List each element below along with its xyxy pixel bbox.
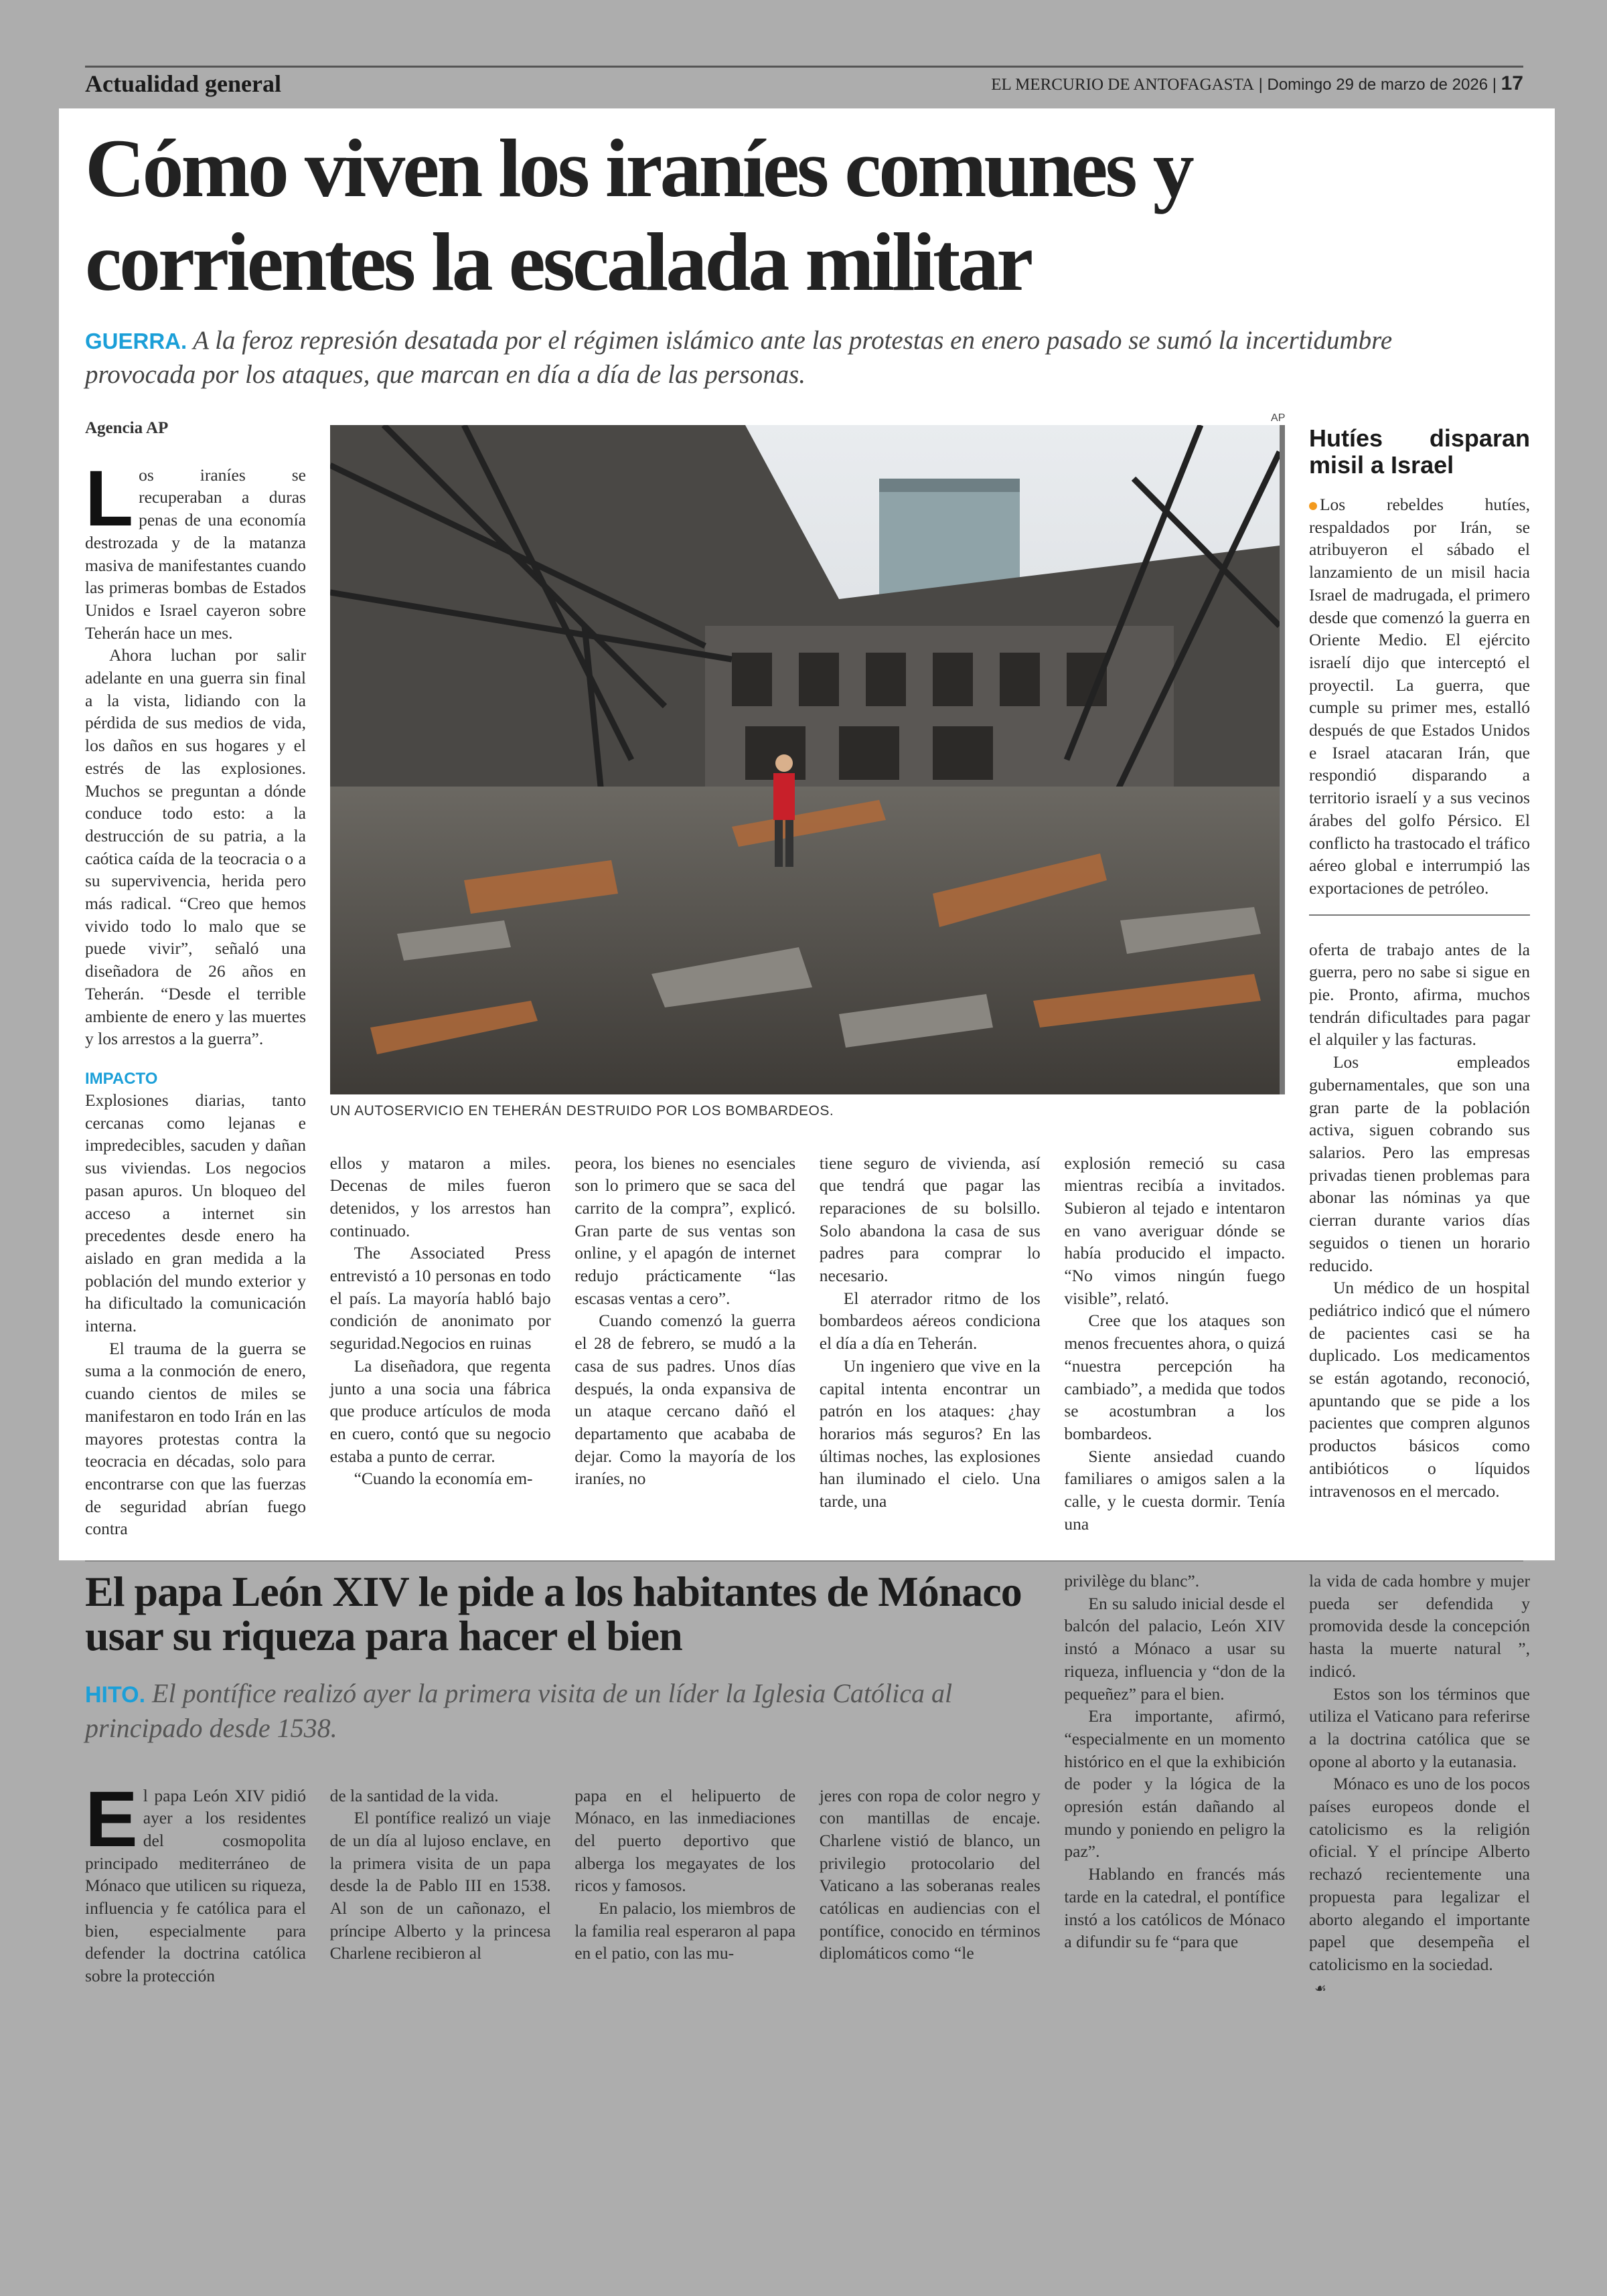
second-column-2: [330, 1758, 551, 2000]
paragraph-group: [1064, 1152, 1285, 1536]
body-paragraph: El trauma de la guerra se suma a la conmoción de enero, cuando cientos de miles se manifestaron en todo Irán en las mayores protestas contra la teocracia en décadas, solo para encontrarse con que las fuerzas de seguridad abrían fuego contra: [85, 1338, 306, 1539]
sidebar-body: Los rebeldes hutíes, respaldados por Irán, se atribuyeron el sábado el lanzamiento de un misil hacia Israel de madrugada, el primero desde que comenzó la guerra en Oriente Medio. El ejército israelí dijo que interceptó el proyectil. La guerra, que cumple su primer mes, estalló después de que Estados Unidos e Israel atacaran Irán, que respondió disparando a territorio israelí y a sus vecinos árabes del golfo Pérsico. El conflicto ha trastocado el tráfico aéreo global e interrumpió las exportaciones de petróleo.: [1308, 495, 1530, 898]
issue-date: Domingo 29 de marzo de 2026: [1267, 76, 1488, 94]
body-paragraph: Hablando en francés más tarde en la catedral, el pontífice instó a los católicos de Mónaco a difundir su fe “para que: [1064, 1864, 1286, 1952]
body-paragraph: En su saludo inicial desde el balcón del palacio, León XIV instó a Mónaco a usar su riqueza, influencia y “don de la pequeñez” para el bien.: [1064, 1593, 1286, 1704]
body-paragraph: The Associated Press entrevistó a 10 personas en todo el país. La mayoría habló bajo condición de anonimato por seguridad.Negocios en ruinas: [329, 1243, 551, 1354]
second-headline: El papa León XIV le pide a los habitantes de Mónaco usar su riqueza para hacer el bien: [85, 1568, 1022, 1660]
body-paragraph: El pontífice realizó un viaje de un día al lujoso enclave, en la primera visita de un papa desde la de Pablo III en 1538. Al son de un cañonazo, el príncipe Alberto y la princesa Charlene recibieron al: [329, 1808, 551, 1963]
paragraph-group: [85, 1089, 306, 1540]
main-column-3: [575, 1152, 795, 1541]
paragraph-group: [820, 1152, 1041, 1513]
body-paragraph: jeres con ropa de color negro y con mantillas de encaje. Charlene vistió de blanco, un privilegio protocolario del Vaticano a las soberanas reales católicas en audiencias con el pontífice, conocido en términos diplomáticos como “le: [819, 1785, 1041, 1963]
main-column-4: [820, 1152, 1041, 1541]
section-label: Actualidad general: [85, 70, 281, 97]
main-deck-text: A la feroz represión desatada por el régimen islámico ante las protestas en enero pasado se sumó la incertidumbre provocada por los ataques, que marcan en día a día de las personas.: [85, 326, 1393, 389]
body-paragraph: El aterrador ritmo de los bombardeos aéreos condiciona el día a día en Teherán.: [819, 1288, 1041, 1354]
paragraph-group: [330, 1785, 551, 1965]
paragraph-group: [820, 1785, 1041, 1965]
body-paragraph: Cuando comenzó la guerra el 28 de febrero, se mudó a la casa de sus padres. Unos días después, la onda expansiva de un ataque cercano dañó el departamento que acababa de dejar. Como la mayoría de los iraníes, no: [575, 1311, 796, 1489]
second-column-4: [820, 1758, 1041, 2000]
col1-top: [85, 454, 306, 1050]
body-paragraph: peora, los bienes no esenciales son lo primero que se saca del carrito de la compra”, explicó. Gran parte de sus ventas son online, y el apagón de internet redujo prácticamente “las escasas ventas a cero”.: [575, 1153, 796, 1308]
body-paragraph: Ahora luchan por salir adelante en una guerra sin final a la vista, lidiando con la pérdida de sus medios de vida, los daños en sus hogares y el estrés de las explosiones. Muchos se preguntan a dónde conduce todo esto: a la destrucción de su patria, a la caótica caída de la teocracia o a su supervivencia, herida pero más radical. “Creo que hemos vivido todo lo malo que se puede vivir”, señaló una diseñadora de 26 años en Teherán. “Desde el terrible ambiente de enero y las muertes y los arrestos a la guerra”.: [85, 645, 306, 1049]
paragraph-group: [1309, 938, 1530, 1503]
sidebar-title: Hutíes disparan misil a Israel: [1308, 424, 1530, 479]
subhead-impacto: IMPACTO: [85, 1069, 158, 1088]
main-column-6: [1309, 938, 1530, 1503]
body-paragraph: Siente ansiedad cuando familiares o amigos salen a la calle, y le cuesta dormir. Tenía una: [1064, 1446, 1286, 1534]
body-paragraph: Era importante, afirmó, “especialmente en un momento histórico en el que la exhibición de poder y la lógica de la opresión están dañando al mundo y poniendo en peligro la paz”.: [1064, 1706, 1286, 1862]
paragraph-group: [575, 1785, 795, 1965]
photo-block: [330, 412, 1286, 1152]
page-content: [0, 108, 1607, 1999]
second-article: [85, 1560, 1530, 1999]
body-paragraph: Un ingeniero que vive en la capital intenta encontrar un patrón en los ataques: ¿hay horarios más seguros? En las últimas noches, las explosiones han iluminado el cielo. Una tarde, una: [819, 1356, 1041, 1511]
body-paragraph: papa en el helipuerto de Mónaco, en las inmediaciones del puerto deportivo que alberga los megayates de los ricos y famosos.: [575, 1785, 796, 1896]
body-paragraph: oferta de trabajo antes de la guerra, pero no sabe si sigue en pie. Pronto, afirma, muchos tendrán dificultades para pagar el alquiler y las facturas.: [1308, 939, 1530, 1050]
drop-cap: L: [85, 454, 134, 543]
body-paragraph: La diseñadora, que regenta junto a una socia una fábrica que produce artículos de moda en cuero, contó que su negocio estaba a punto de cerrar.: [329, 1356, 551, 1466]
photo-caption: UN AUTOSERVICIO EN TEHERÁN DESTRUIDO POR LOS BOMBARDEOS.: [329, 1103, 834, 1119]
paragraph-group: [85, 454, 306, 1050]
photo-credit: AP: [1271, 412, 1286, 424]
body-paragraph: ellos y mataron a miles. Decenas de miles fueron detenidos, y los arrestos han continuado.: [329, 1153, 551, 1240]
newspaper-name: EL MERCURIO DE ANTOFAGASTA: [991, 76, 1254, 94]
body-paragraph: Explosiones diarias, tanto cercanas como lejanas e impredecibles, sacuden y dañan sus viviendas. Los negocios pasan apuros. Un bloqueo del acceso a internet sin precedentes desde enero ha aislado en gran medida a la población del mundo exterior y ha dificultado la comunicación interna.: [85, 1090, 306, 1336]
paragraph-group: [330, 1152, 551, 1491]
end-mark-icon: ☙: [1314, 1979, 1326, 1996]
main-article-body: [85, 412, 1530, 1540]
main-column-2: [330, 1152, 551, 1541]
body-paragraph: tiene seguro de vivienda, así que tendrá que pagar las reparaciones de su bolsillo. Solo abandona la casa de sus padres para comprar lo necesario.: [819, 1153, 1041, 1286]
page-number: 17: [1501, 72, 1523, 94]
body-paragraph: En palacio, los miembros de la familia real esperaron al papa en el patio, con las mu-: [575, 1898, 796, 1963]
body-paragraph: Un médico de un hospital pediátrico indicó que el número de pacientes casi se ha duplicado. Los medicamentos se están agotando, reconoció, apuntando que se pide a los pacientes que compren algunos productos básicos como antibióticos o líquidos intravenosos en el mercado.: [1308, 1278, 1530, 1501]
sidebar-divider: [1309, 914, 1530, 916]
second-kicker: HITO.: [85, 1682, 146, 1708]
header-bar: [85, 66, 1523, 100]
second-deck-text: El pontífice realizó ayer la primera visita de un líder la Iglesia Católica al principado desde 1538.: [85, 1678, 953, 1744]
second-column-6: [1309, 1570, 1530, 1999]
second-heading-block: [85, 1570, 1041, 1758]
body-paragraph: l papa León XIV pidió ayer a los residentes del cosmopolita principado mediterráneo de Mónaco que utilicen su riqueza, influencia y fe católica para el bien, especialmente para defender la doctrina católica sobre la protección: [85, 1785, 306, 1986]
main-kicker: GUERRA.: [85, 329, 187, 353]
sidebar-column: [1309, 412, 1530, 1540]
second-column-5: [1064, 1570, 1285, 1999]
paragraph-group: [1309, 1570, 1530, 1976]
body-paragraph: de la santidad de la vida.: [329, 1785, 499, 1805]
byline: Agencia AP: [85, 419, 169, 437]
sidebar-box: [1309, 493, 1530, 900]
second-column-1: [85, 1758, 306, 2000]
body-paragraph: la vida de cada hombre y mujer pueda ser defendida y promovida desde la concepción hasta la muerte natural ”, indicó.: [1308, 1571, 1530, 1681]
body-paragraph: os iraníes se recuperaban a duras penas de una economía destrozada y de la matanza masiva de manifestantes cuando las primeras bombas de Estados Unidos e Israel cayeron sobre Teherán hace un mes.: [85, 465, 306, 643]
body-paragraph: privilège du blanc”.: [1064, 1571, 1200, 1591]
paragraph-group: [1064, 1570, 1285, 1953]
second-article-body: [85, 1562, 1530, 1999]
bullet-icon: [1309, 502, 1317, 510]
news-photo: [330, 425, 1286, 1094]
body-paragraph: Cree que los ataques son menos frecuentes ahora, o quizá “nuestra percepción ha cambiado”, a medida que todos se acostumbran a los bombardeos.: [1064, 1311, 1286, 1443]
second-deck: [85, 1677, 1041, 1745]
main-deck: [85, 324, 1424, 392]
main-headline: Cómo viven los iraníes comunes y corrientes la escalada militar: [85, 122, 1192, 308]
masthead: EL MERCURIO DE ANTOFAGASTA | Domingo 29 de marzo de 2026 | 17: [991, 72, 1523, 94]
destroyed-building-photo: [330, 425, 1280, 1094]
main-column-5: [1064, 1152, 1285, 1541]
body-paragraph: explosión remeció su casa mientras recibía a invitados. Subieron al tejado e intentaron en vano averiguar dónde se había producido el impacto. “No vimos ningún fuego visible”, relató.: [1064, 1153, 1286, 1308]
body-paragraph: Estos son los términos que utiliza el Vaticano para referirse a la doctrina católica que se opone al aborto y la eutanasia.: [1308, 1684, 1530, 1771]
main-article-panel: [59, 108, 1555, 1560]
second-column-3: [575, 1758, 795, 2000]
body-paragraph: Los empleados gubernamentales, que son una gran parte de la población activa, siguen cobrando sus salarios. Pero las empresas privadas tienen problemas para abonar las nóminas ya que cierran durante varios días seguidos o tienen un horario reducido.: [1308, 1052, 1530, 1275]
body-paragraph: “Cuando la economía em-: [354, 1469, 533, 1489]
paragraph-group: [575, 1152, 795, 1491]
main-column-1: [85, 412, 306, 1540]
body-paragraph: Mónaco es uno de los pocos países europeos donde el catolicismo es la religión oficial. Y el príncipe Alberto rechazó recientemente una propuesta para legalizar el aborto alegando el importante papel que desempeña el catolicismo en la sociedad.: [1308, 1774, 1530, 1974]
drop-cap: E: [85, 1775, 138, 1864]
